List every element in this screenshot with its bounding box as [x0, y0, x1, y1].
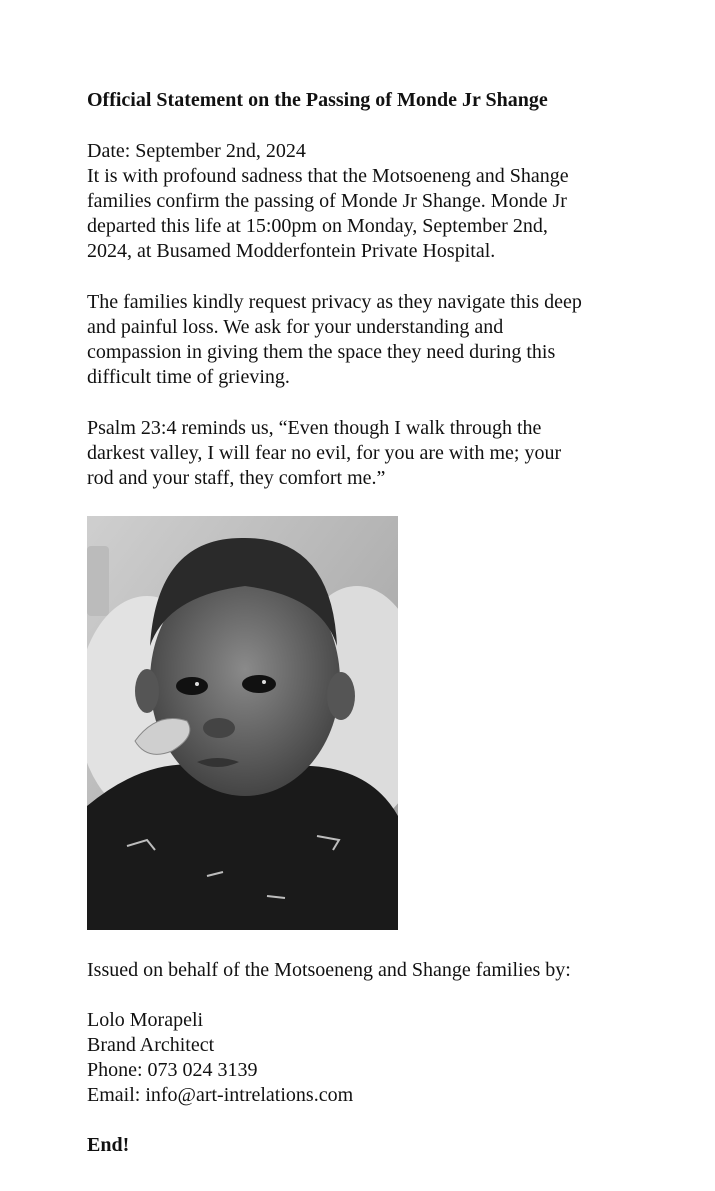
contact-email: Email: info@art-intrelations.com	[87, 1084, 354, 1106]
announcement-line: families confirm the passing of Monde Jr Shange. Monde Jr	[87, 190, 567, 212]
date-line: Date: September 2nd, 2024	[87, 140, 306, 162]
psalm-line: rod and your staff, they comfort me.”	[87, 467, 386, 489]
psalm-line: Psalm 23:4 reminds us, “Even though I walk through the	[87, 417, 542, 439]
closing-text: End!	[87, 1134, 130, 1156]
announcement-line: departed this life at 15:00pm on Monday, September 2nd,	[87, 215, 548, 237]
privacy-line: and painful loss. We ask for your understanding and	[87, 316, 504, 338]
statement-title: Official Statement on the Passing of Monde Jr Shange	[87, 89, 548, 111]
issued-by-line: Issued on behalf of the Motsoeneng and Shange families by:	[87, 959, 571, 981]
portrait-photo-graphic	[87, 516, 398, 930]
psalm-paragraph	[87, 416, 647, 491]
contact-phone: Phone: 073 024 3139	[87, 1059, 258, 1081]
announcement-line: 2024, at Busamed Modderfontein Private Hospital.	[87, 240, 496, 262]
privacy-line: The families kindly request privacy as they navigate this deep	[87, 291, 582, 313]
date-and-announcement	[87, 139, 647, 264]
announcement-line: It is with profound sadness that the Motsoeneng and Shange	[87, 165, 569, 187]
contact-name: Lolo Morapeli	[87, 1009, 204, 1031]
contact-role: Brand Architect	[87, 1034, 215, 1056]
privacy-paragraph	[87, 290, 647, 390]
psalm-line: darkest valley, I will fear no evil, for you are with me; your	[87, 442, 562, 464]
privacy-line: difficult time of grieving.	[87, 366, 290, 388]
contact-block	[87, 1008, 647, 1108]
portrait-photo	[87, 516, 398, 930]
privacy-line: compassion in giving them the space they need during this	[87, 341, 556, 363]
